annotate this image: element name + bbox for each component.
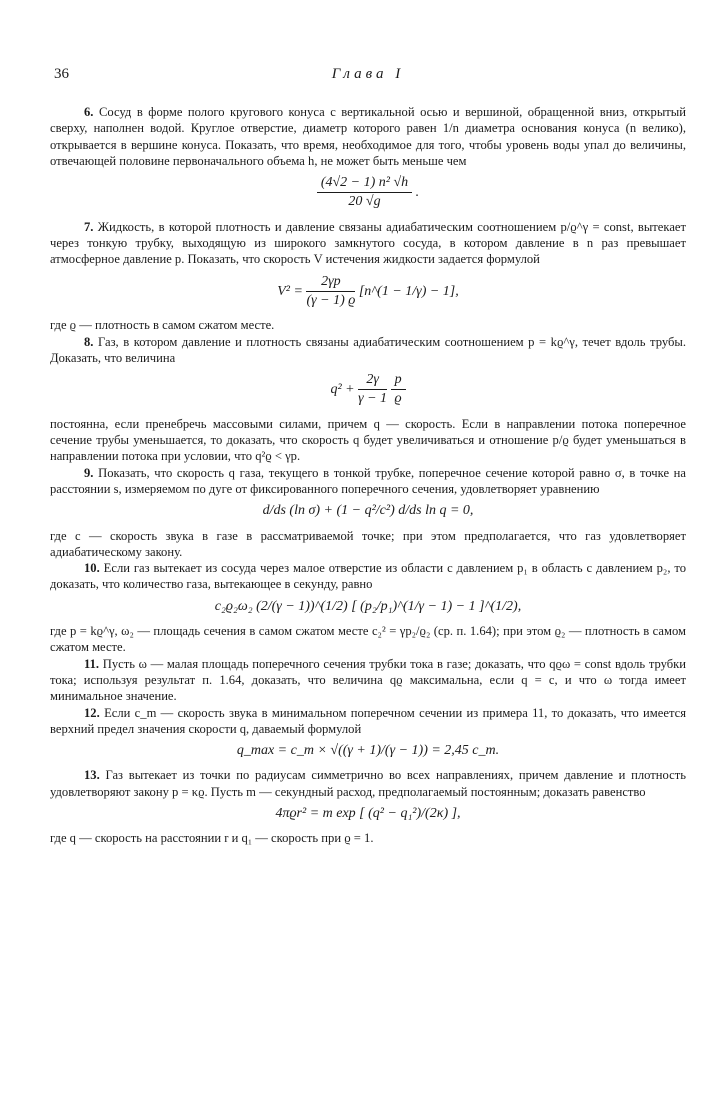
problem-8-after: постоянна, если пренебречь массовыми силами, причем q — скорость. Если в направлении потока поперечное сечение трубы уменьшается, то доказать, что скорость q будет увеличиваться и отношение p/ϱ будет уменьшаться в направлении потока при условии, что q²ϱ < γp. (50, 416, 686, 464)
running-title: Глава I (331, 66, 405, 82)
problem-number: 8. (84, 334, 94, 349)
problem-number: 7. (84, 219, 94, 234)
denominator: (γ − 1) ϱ (306, 292, 356, 308)
formula-8 (50, 372, 686, 408)
page-header (50, 66, 686, 90)
problem-text: Показать, что скорость q газа, текущего в тонкой трубке, поперечное сечение которой равно σ, в точке на расстоянии s, измеряемом по дуге от фиксированного поперечного сечения, удовлетворяет уравнению (50, 465, 686, 496)
problem-text: Если газ вытекает из сосуда через малое отверстие из области с давлением p₁ в область с давлением p₂, то доказать, что количество газа, вытекающее в секунду, равно (50, 561, 686, 592)
problem-text: Пусть ω — малая площадь поперечного сечения трубки тока в газе; доказать, что qϱω = const вдоль трубки тока; используя результат п. 1.64, доказать, что величина qϱ максимальна, если q = c, и что ω тогда имеет минимальное значение. (50, 656, 686, 704)
page-number: 36 (54, 66, 69, 82)
formula-12: q_max = c_m × √((γ + 1)/(γ − 1)) = 2,45 c_m. (236, 743, 500, 759)
problem-9-after: где c — скорость звука в газе в рассматриваемой точке; при этом предполагается, что газ удовлетворяет адиабатическому закону. (50, 528, 686, 559)
page-body (50, 104, 686, 847)
problem-text: Газ, в котором давление и плотность связаны адиабатическим соотношением p = kϱ^γ, течет вдоль трубы. Доказать, что величина (50, 334, 686, 365)
formula-end: . (415, 185, 420, 201)
formula-6 (50, 175, 686, 211)
numerator: 2γ (358, 372, 387, 390)
denominator: γ − 1 (358, 391, 388, 407)
problem-13-after: где q — скорость на расстоянии r и q₁ — скорость при ϱ = 1. (50, 831, 374, 846)
denominator: ϱ (394, 391, 402, 407)
numerator: (4√2 − 1) n² √h (317, 175, 412, 193)
problem-number: 10. (84, 561, 100, 576)
formula-13: 4πϱr² = m exp [ (q² − q₁²)/(2κ) ], (275, 805, 461, 821)
problem-10 (50, 560, 686, 593)
formula-lhs: V² = (277, 283, 303, 299)
problem-text: Жидкость, в которой плотность и давление связаны адиабатическим соотношением p/ϱ^γ = const, вытекает через тонкую трубку, выходящую из широкого замкнутого сосуда, в котором давление в n раз превышает атмосферное давление p. Показать, что скорость V истечения жидкости задается формулой (50, 219, 687, 267)
problem-8 (50, 334, 686, 367)
problem-10-after: где p = kϱ^γ, ω₂ — площадь сечения в самом сжатом месте c₂² = γp₂/ϱ₂ (ср. п. 1.64); при этом ϱ₂ — плотность в самом сжатом месте. (50, 624, 686, 655)
fraction (317, 175, 412, 211)
problem-number: 6. (84, 105, 94, 119)
fraction (391, 372, 406, 408)
numerator: 2γp (306, 274, 355, 292)
fraction (358, 372, 387, 408)
problem-7-after: где ϱ — плотность в самом сжатом месте. (50, 318, 275, 333)
numerator: p (391, 372, 406, 390)
problem-12 (50, 705, 686, 738)
problem-number: 11. (84, 656, 100, 671)
denominator: 20 √g (348, 194, 381, 210)
formula-7 (50, 274, 686, 310)
problem-text: Если c_m — скорость звука в минимальном поперечном сечении из примера 11, то доказать, что имеется верхний предел значения скорости q, даваемый формулой (50, 705, 686, 736)
problem-number: 9. (84, 465, 94, 480)
formula-9: d/ds (ln σ) + (1 − q²/c²) d/ds ln q = 0, (262, 503, 474, 519)
problem-11 (50, 656, 686, 705)
problem-13 (50, 767, 686, 800)
problem-number: 13. (84, 768, 100, 783)
fraction (306, 274, 355, 310)
problem-7 (50, 219, 686, 268)
problem-text: Сосуд в форме полого кругового конуса с вертикальной осью и вершиной, обращенной вниз, открытый сверху, наполнен водой. Круглое отверстие, диаметр которого равен 1/n диаметра основания конуса (n велико), открывается в вершине конуса. Показать, что время, необходимое для того, чтобы уровень воды упал до величины, отвечающей половине первоначального объема h, не может быть меньше чем (50, 105, 686, 168)
formula-rhs: [n^(1 − 1/γ) − 1], (358, 283, 459, 299)
problem-6 (50, 104, 686, 169)
formula-10: c₂ϱ₂ω₂ (2/(γ − 1))^(1/2) [ (p₂/p₁)^(1/γ − 1) − 1 ]^(1/2), (214, 598, 522, 614)
problem-text: Газ вытекает из точки по радиусам симметрично во всех направлениях, причем давление и плотность удовлетворяют закону p = κϱ. Пусть m — секундный расход, предполагаемый постоянным; доказать равенство (50, 768, 686, 799)
problem-9 (50, 465, 686, 498)
problem-number: 12. (84, 705, 100, 720)
formula-lhs: q² + (330, 382, 355, 398)
